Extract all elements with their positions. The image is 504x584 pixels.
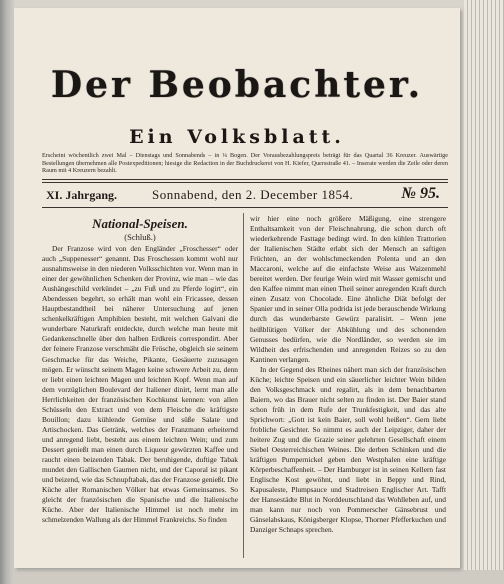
header-rule-bottom (42, 207, 448, 208)
column-divider (243, 213, 244, 558)
header-rule-top (42, 179, 448, 180)
left-paragraph: Der Franzose wird von den Engländer „Froschesser“ oder auch „Suppenesser“ genannt. Das Froschessen kommt wohl nur ausnahmsweise in den niederen Volksschichten vor. Wenn man in einer der gewöhnlichen Schenken der Provinz, wie man – wie das Aushängeschild verkündet – „zu Fuß und zu Pferde logirt“, ein Abendessen begehrt, so erhält man wohl ein Fricassee, dessen Hauptbestandtheil bei näherer Untersuchung auf jenen schenkelkräftigen Amphibien besteht, mit welchen Galvani die wunderbare Naturkraft entdeckte, durch welche man heute mit Gedankenschnelle über den halben Erdkreis correspondirt. Aber der feinere Franzose verschmäht die Frösche, obgleich sie seinem Geschmacke für das Weiche, Pikante, Gesäuerte zuzusagen mögen. Er wünscht seinem Magen keine schwere Arbeit zu, denn er liebt einen leichten Magen und leichten Kopf. Wenn man auf dem vorzüglichen Boulevard der Italiener dinirt, lernt man alle Herrlichkeiten der französischen Kochkunst kennen: von allen Schüsseln den Extract und von dem Fleische die kräftigste Bouillon; dazu kühlende Gemüse und süße Salate und Artischocken. Das Getränk, welches der Franzmann erheiternd und anregend liebt, besteht aus einem leichten Wein; und zum Dessert genießt man einen durch Liqueur gewürzten Kaffee und raucht einen beizenden Tabak. Der beruhigende, duftige Tabak mundet den Gallischen Gaumen nicht, und der Caporal ist pikant und beizend, wie das Schnupftabak, das der Franzose genießt. Die Küche aller Romanischen Völker hat etwas Gemeinsames. So gleicht der französischen die Spanische und die Italienische Küche. Aber der Italienische Himmel ist noch mehr im schmelzenden Wallung als der Himmel Frankreichs. So finden (42, 244, 238, 525)
issue-number: № 95. (401, 185, 440, 202)
page-stack-edge (464, 0, 504, 584)
right-paragraph: In der Gegend des Rheines nähert man sich der französischen Küche; leichte Speisen und ein säuerlicher leichter Wein bilden den Volksgeschmack und regalirt, als in dem benachbarten Baiern, wo das Brauer nicht selten zu finden ist. Der Baier stand schon früh in dem Rufe der Trunkfestigkeit, und das alte Sprichwort: „Gott ist kein Baier, soll wohl heißen“. Gern liebt frobliche Gesichter. So nimmt es auch der Leipziger, daher der heitere Zug und die Grazie seiner gelehrten Gesellschaft einem Siebel Oesterreichischen Weines. Die derben Schinken und die kräftigen Pumpernickel geben den Westphalen eine kräftige Körperbeschaffenheit. – Der Hamburger ist in seinen Kellern fast Englische Kost gewöhnt, und liebt in Beppy und Rind, Kapusaleste, Plumpsauce und Stadtreisen Englischer Art. Tafft der Hansestädte Blut in Norddeutschland das Wohlleben auf, und man kann nur noch von Pommerscher Gänsebrust und Gänselabskaus, Königsberger Klopse, Thorner Pfefferkuchen und Danziger Schnaps sprechen. (250, 364, 446, 535)
left-column (42, 214, 238, 560)
newspaper-page (14, 8, 460, 568)
right-column (250, 214, 446, 560)
subscription-notice: Erscheint wöchentlich zwei Mal – Dienstags und Sonnabends – in ¼ Bogen. Der Vorausbezahlungspreis beträgt für das Quartal 36 Kreuzer. Auswärtige Bestellungen übernehmen alle Postexpeditionen; hiesige die Redaction in der Buchdruckerei von H. Kiefer, Quersstraße 41. – Inserate werden die Zeile oder deren Raum mit 4 Kreuzern bezahlt. (42, 152, 448, 175)
right-paragraph: wir hier eine noch größere Mäßigung, eine strengere Enthaltsamkeit von der Fleischnahrung, die schon durch oft wiederkehrende Fasttage bedingt wird. In den kühlen Trattorien der Italienischen Städte erlabt sich der Mensch an saftigen Früchten, an der wohlschmeckenden Polenta und an den Maccaroni, welche auf die einfachste Weise aus Waizenmehl bereitet werden. Der feurige Wein wird mit Wasser gemischt und den Kaffee nimmt man einen Theil seiner anregenden Kraft durch einen Zusatz von Chocolade. Eine ähnliche Diät befolgt der Spanier und in seiner Olla podrida ist jede berauschende Wirkung durch das wunderbarste Gewürz paralisirt. – Wenn jene heißblütigen Völker der Abkühlung und des schonenden Genusses bedürfen, wie die Nordländer, so werden sie im Wildheit des erfrischenden und anregenden Reizes so zu den Kantinen verlangen. (250, 214, 446, 364)
issue-bar (42, 186, 448, 206)
newspaper-subtitle: Ein Volksblatt. (129, 126, 345, 148)
newspaper-title: Der Beobachter. (50, 64, 424, 106)
header-rule-top-double (42, 182, 448, 183)
bottom-edge (14, 570, 504, 584)
volume-label: XI. Jahrgang. (46, 188, 118, 202)
article-title: National-Speisen. (92, 216, 188, 231)
article-subtitle: (Schluß.) (124, 232, 156, 242)
issue-date: Sonnabend, den 2. December 1854. (152, 187, 354, 202)
book-spine-edge (0, 0, 14, 584)
